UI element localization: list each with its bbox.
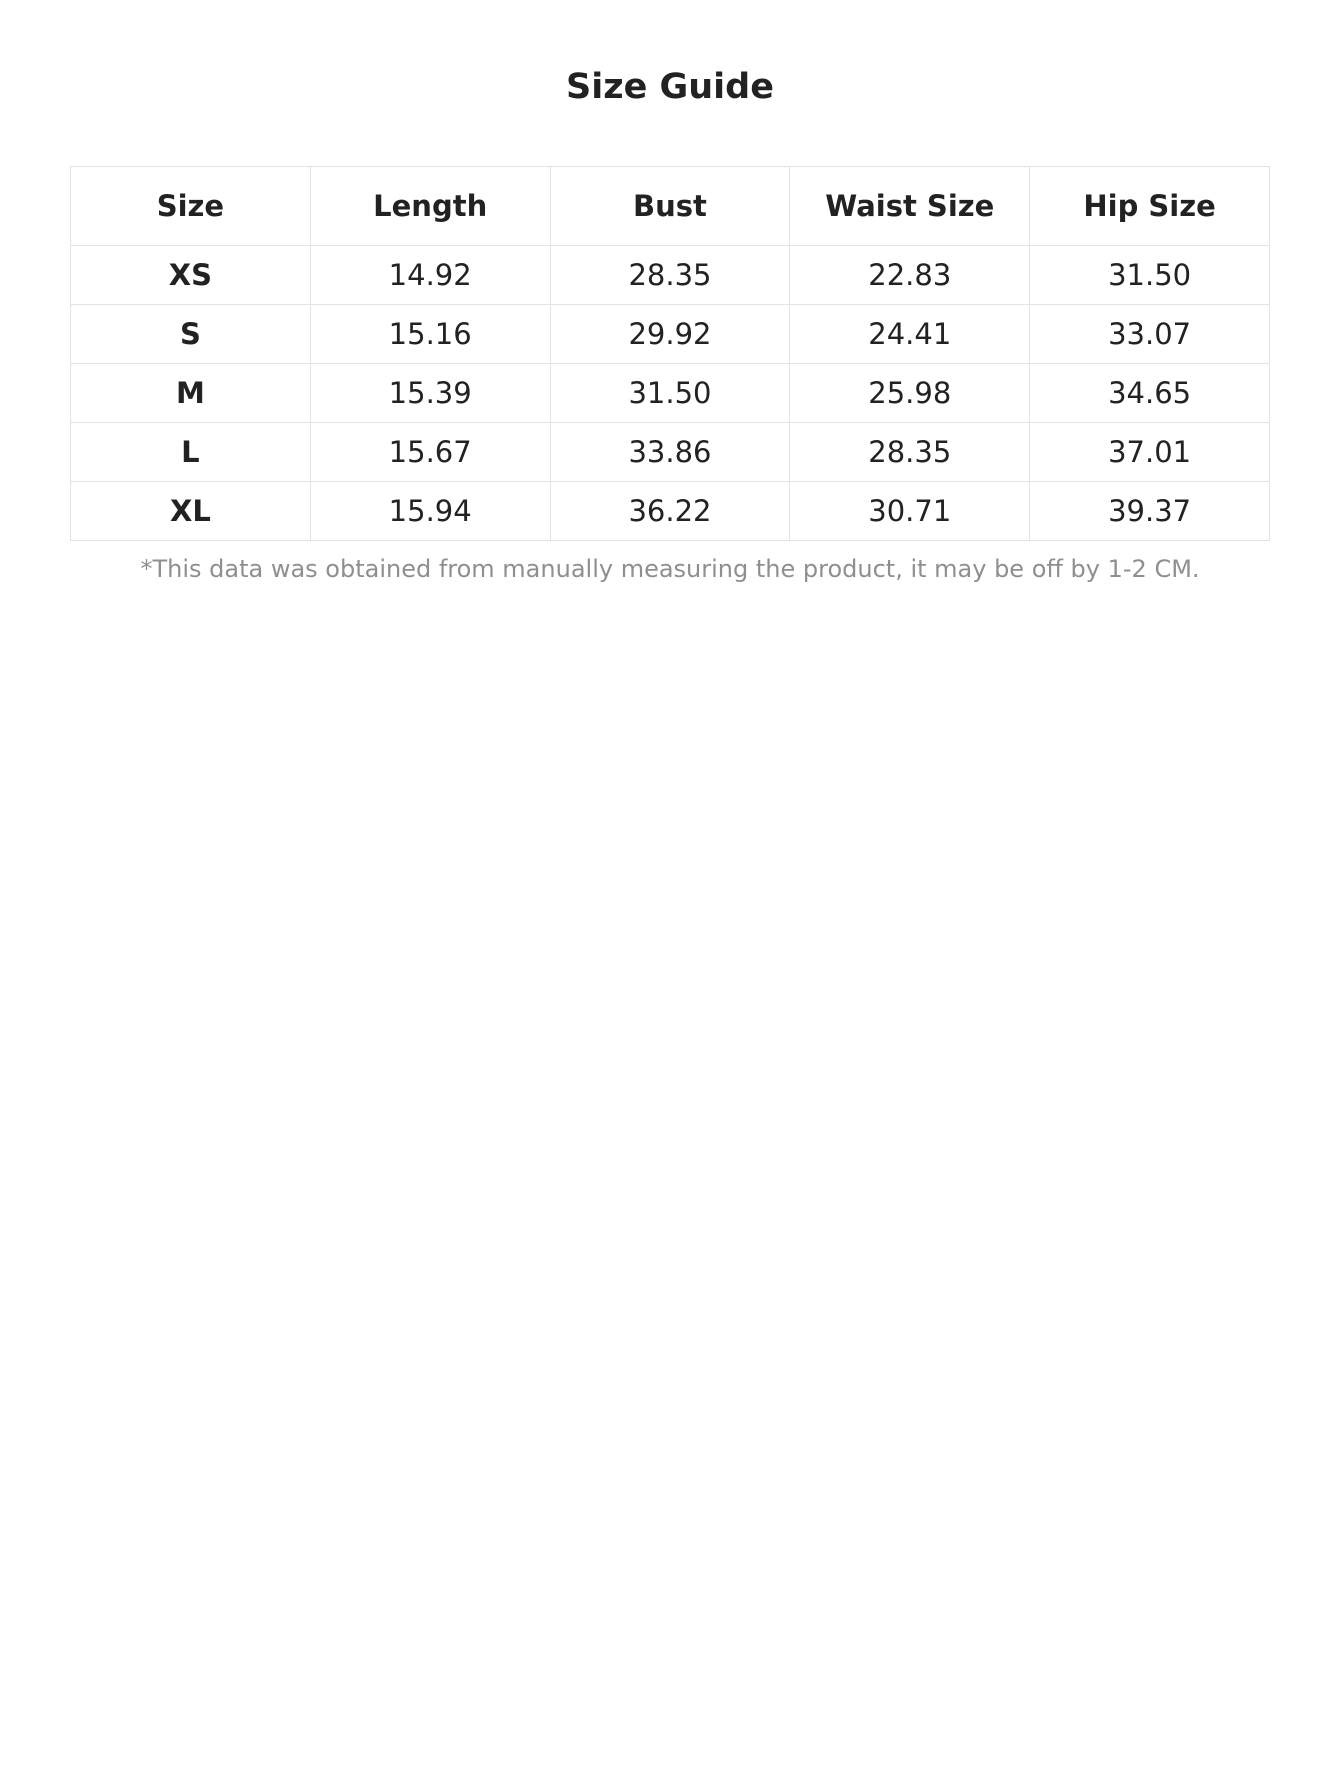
cell-length: 15.94	[310, 482, 550, 541]
cell-size: L	[71, 423, 311, 482]
table-row	[71, 423, 1270, 482]
table-row	[71, 305, 1270, 364]
cell-waist-size: 24.41	[790, 305, 1030, 364]
cell-length: 15.16	[310, 305, 550, 364]
cell-length: 15.39	[310, 364, 550, 423]
cell-waist-size: 28.35	[790, 423, 1030, 482]
cell-size: XL	[71, 482, 311, 541]
cell-hip-size: 34.65	[1030, 364, 1270, 423]
header-hip-size: Hip Size	[1030, 167, 1270, 246]
header-row	[71, 167, 1270, 246]
header-size: Size	[71, 167, 311, 246]
table-header	[71, 167, 1270, 246]
cell-bust: 28.35	[550, 246, 790, 305]
cell-waist-size: 22.83	[790, 246, 1030, 305]
page-title: Size Guide	[566, 67, 774, 107]
cell-bust: 36.22	[550, 482, 790, 541]
cell-hip-size: 39.37	[1030, 482, 1270, 541]
cell-bust: 31.50	[550, 364, 790, 423]
size-guide-table	[70, 166, 1270, 541]
cell-size: XS	[71, 246, 311, 305]
cell-size: M	[71, 364, 311, 423]
cell-waist-size: 30.71	[790, 482, 1030, 541]
cell-bust: 29.92	[550, 305, 790, 364]
table-row	[71, 246, 1270, 305]
cell-hip-size: 37.01	[1030, 423, 1270, 482]
table-body	[71, 246, 1270, 541]
cell-hip-size: 31.50	[1030, 246, 1270, 305]
cell-hip-size: 33.07	[1030, 305, 1270, 364]
cell-length: 14.92	[310, 246, 550, 305]
header-length: Length	[310, 167, 550, 246]
cell-size: S	[71, 305, 311, 364]
table-row	[71, 364, 1270, 423]
cell-length: 15.67	[310, 423, 550, 482]
table-row	[71, 482, 1270, 541]
cell-bust: 33.86	[550, 423, 790, 482]
cell-waist-size: 25.98	[790, 364, 1030, 423]
measurement-footnote: *This data was obtained from manually measuring the product, it may be off by 1-2 CM.	[140, 555, 1200, 583]
header-waist-size: Waist Size	[790, 167, 1030, 246]
header-bust: Bust	[550, 167, 790, 246]
